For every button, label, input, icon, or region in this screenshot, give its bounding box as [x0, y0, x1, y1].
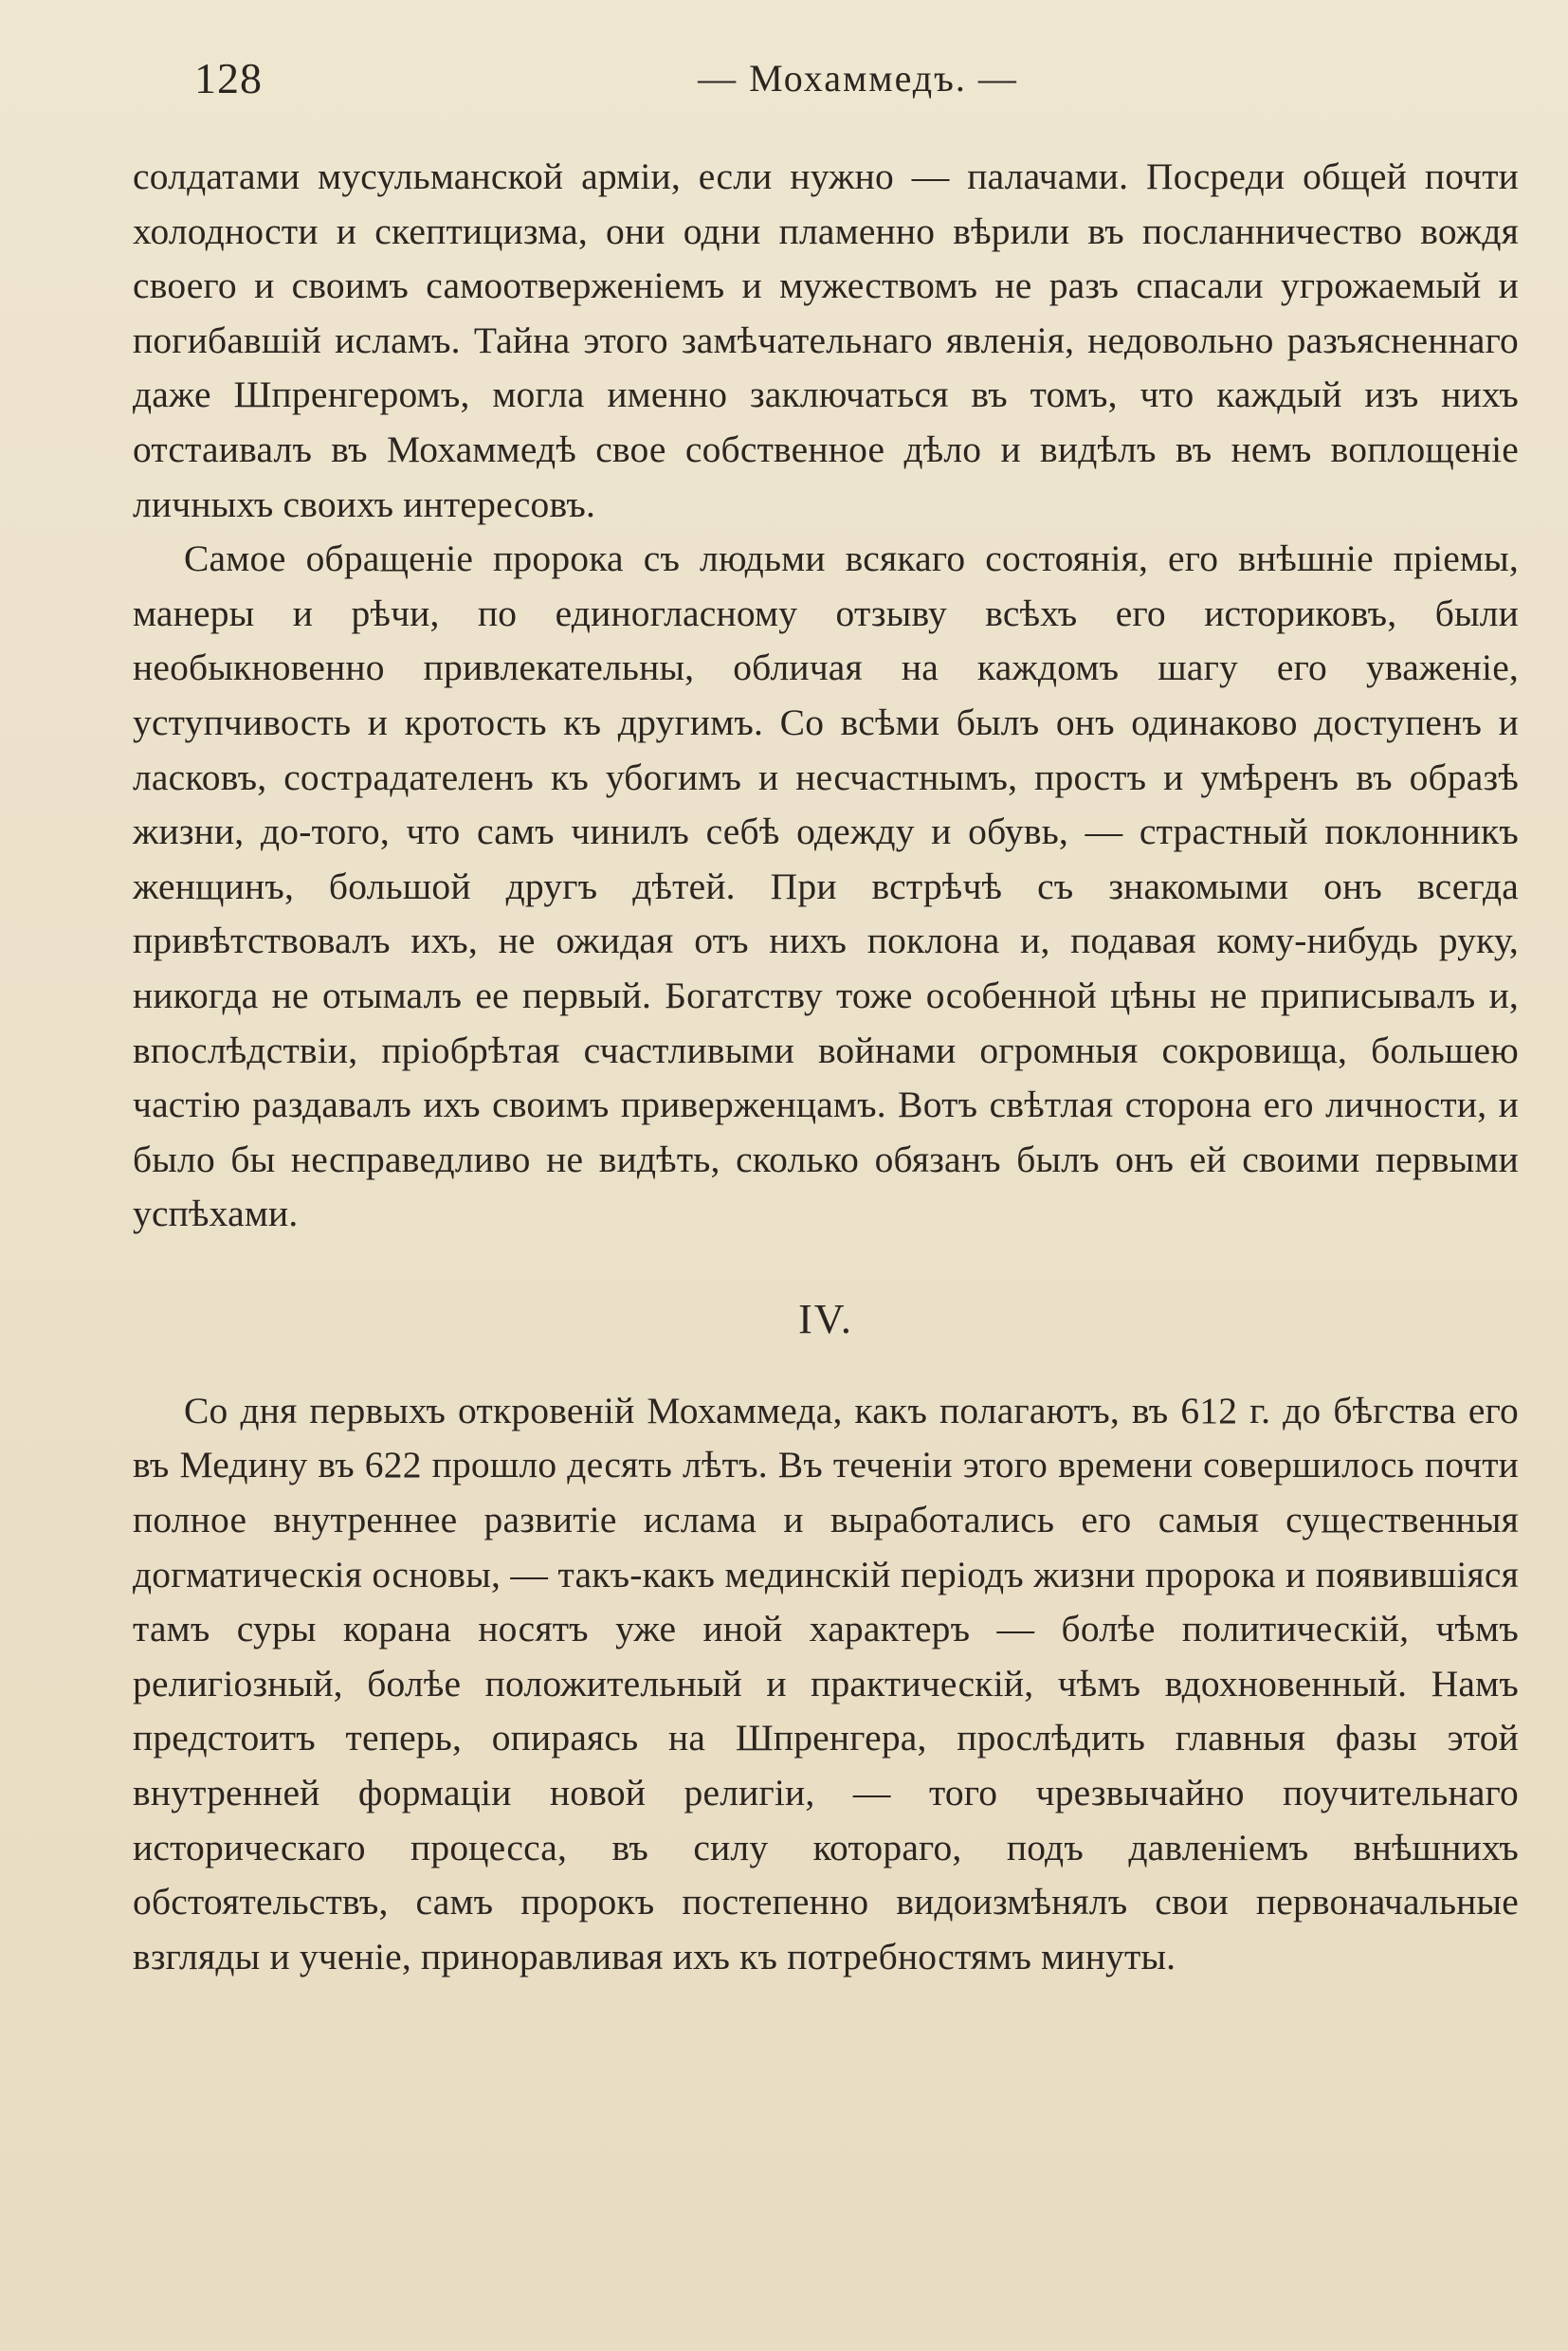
body-text — [133, 150, 1519, 1984]
running-title: — Мохаммедъ. — — [698, 57, 1018, 100]
section-paragraph: Со дня первыхъ откровеній Мохаммеда, какъ полагаютъ, въ 612 г. до бѣгства его въ Медину въ 622 прошло десять лѣтъ. Въ теченіи этого времени совершилось почти полное внутреннее развитіе ислама и выработались его самыя существенныя догматическія основы, — такъ-какъ мединскій періодъ жизни пророка и появившіяся тамъ суры корана носятъ уже иной характеръ — болѣе политическій, чѣмъ религіозный, болѣе положительный и практическій, чѣмъ вдохновенный. Намъ предстоитъ теперь, опираясь на Шпренгера, прослѣдить главныя фазы этой внутренней формаціи новой религіи, — того чрезвычайно поучительнаго историческаго процесса, въ силу котораго, подъ давленіемъ внѣшнихъ обстоятельствъ, самъ пророкъ постепенно видоизмѣнялъ свои первоначальные взгляды и ученіе, приноравливая ихъ къ потребностямъ минуты. — [133, 1389, 1519, 1977]
page-number: 128 — [194, 54, 263, 102]
paragraph: Самое обращеніе пророка съ людьми всякаго состоянія, его внѣшніе пріемы, манеры и рѣчи, по единогласному отзыву всѣхъ его историковъ, были необыкновенно привлекательны, обличая на каждомъ шагу его уваженіе, уступчивость и кротость къ другимъ. Со всѣми былъ онъ одинаково доступенъ и ласковъ, сострадателенъ къ убогимъ и несчастнымъ, простъ и умѣренъ въ образѣ жизни, до-того, что самъ чинилъ себѣ одежду и обувь, — страстный поклонникъ женщинъ, большой другъ дѣтей. При встрѣчѣ съ знакомыми онъ всегда привѣтствовалъ ихъ, не ожидая отъ нихъ поклона и, подавая кому-нибудь руку, никогда не отымалъ ее первый. Богатству тоже особенной цѣны не приписывалъ и, впослѣдствіи, пріобрѣтая счастливыми войнами огромныя сокровища, большею частію раздавалъ ихъ своимъ приверженцамъ. Вотъ свѣтлая сторона его личности, и было бы несправедливо не видѣть, сколько обязанъ былъ онъ ей своими первыми успѣхами. — [133, 538, 1519, 1235]
section-heading: IV. — [798, 1295, 853, 1342]
paragraph-continued: солдатами мусульманской арміи, если нужно — палачами. Посреди общей почти холодности и скептицизма, они одни пламенно вѣрили въ посланничество вождя своего и своимъ самоотверженіемъ и мужествомъ не разъ спасали угрожаемый и погибавшій исламъ. Тайна этого замѣчательнаго явленія, недовольно разъясненнаго даже Шпренгеромъ, могла именно заключаться въ томъ, что каждый изъ нихъ отстаивалъ въ Мохаммедѣ свое собственное дѣло и видѣлъ въ немъ воплощеніе личныхъ своихъ интересовъ. — [133, 155, 1519, 525]
page-header — [194, 46, 1522, 112]
